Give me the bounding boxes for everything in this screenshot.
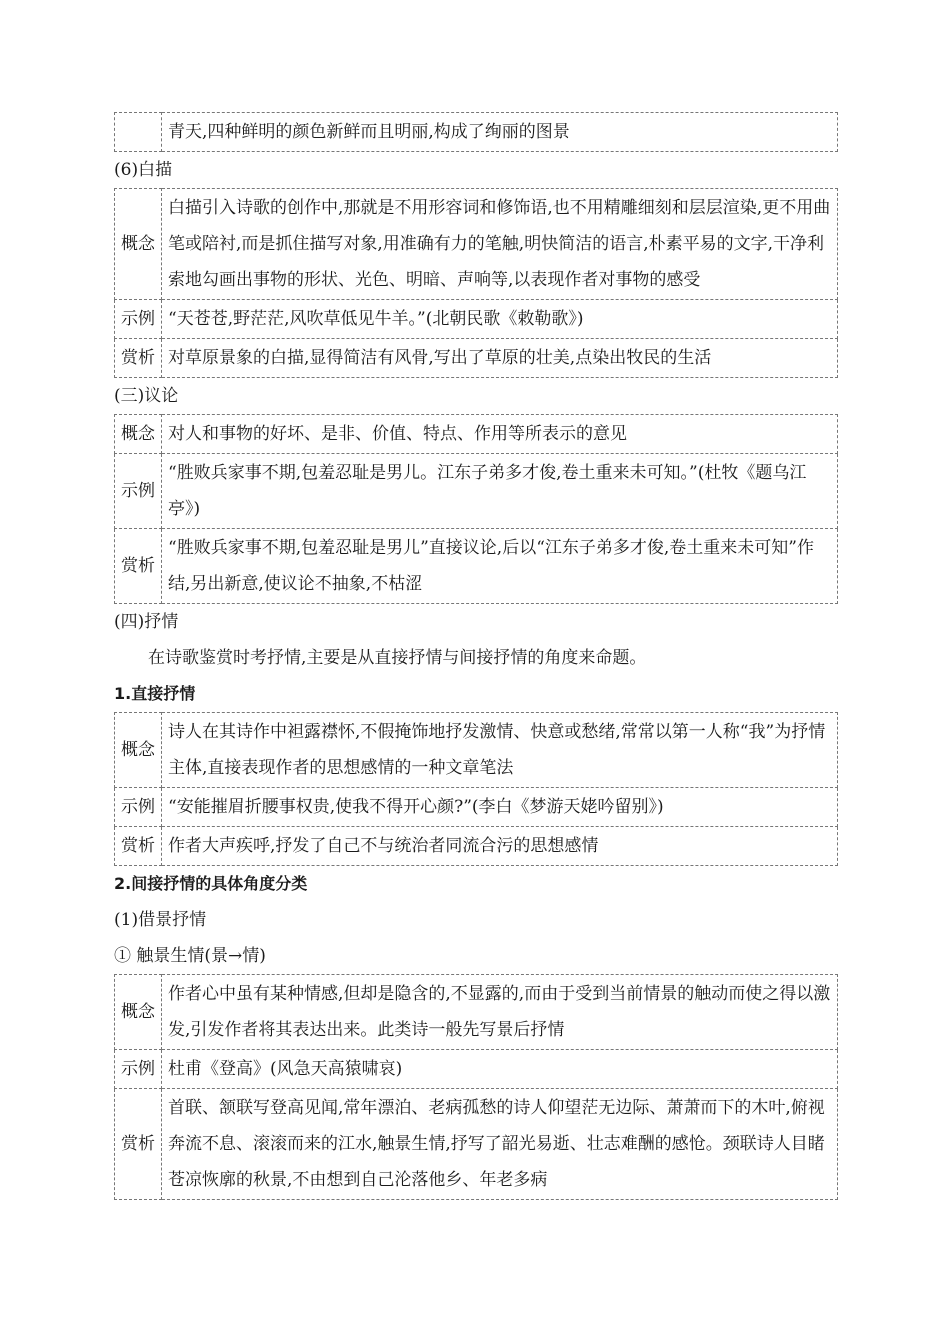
table-yilun [114,414,838,604]
table-row [115,415,838,454]
document-page [114,112,838,1200]
row-label-concept: 概念 [115,713,162,788]
table-row [115,529,838,604]
table-row [115,713,838,788]
row-label-concept: 概念 [115,975,162,1050]
table-direct [114,712,838,866]
row-label-example: 示例 [115,300,162,339]
table-row [115,339,838,378]
section-heading-yilun: (三)议论 [114,386,179,406]
row-label-example: 示例 [115,454,162,529]
analysis-text: 首联、颔联写登高见闻,常年漂泊、老病孤愁的诗人仰望茫无边际、萧萧而下的木叶,俯视奔流不息、滚滚而来的江水,触景生情,抒写了韶光易逝、壮志难酬的感怆。颈联诗人目睹苍凉恢廓的秋景,不由想到自己沦落他乡、年老多病 [162,1089,838,1200]
table-row [115,189,838,300]
subheading-jiejing: (1)借景抒情 [114,910,207,930]
table-row [115,827,838,866]
table-row [115,300,838,339]
table-row [115,1089,838,1200]
table-indirect [114,974,838,1200]
table-label-cell [115,113,162,152]
section-heading-baimiao: (6)白描 [114,160,173,180]
table-row [115,1050,838,1089]
section-heading-shuqing: (四)抒情 [114,612,179,632]
table-row [115,454,838,529]
row-label-concept: 概念 [115,189,162,300]
row-label-example: 示例 [115,1050,162,1089]
example-text: “胜败兵家事不期,包羞忍耻是男儿。江东子弟多才俊,卷土重来未可知。”(杜牧《题乌江亭》) [162,454,838,529]
row-label-analysis: 赏析 [115,1089,162,1200]
concept-text: 作者心中虽有某种情感,但却是隐含的,不显露的,而由于受到当前情景的触动而使之得以激发,引发作者将其表达出来。此类诗一般先写景后抒情 [162,975,838,1050]
row-label-concept: 概念 [115,415,162,454]
section-heading-indirect: 2.间接抒情的具体角度分类 [114,874,308,893]
table-row [115,788,838,827]
table-baimiao [114,188,838,378]
example-text: “安能摧眉折腰事权贵,使我不得开心颜?”(李白《梦游天姥吟留别》) [162,788,838,827]
row-label-analysis: 赏析 [115,529,162,604]
section-heading-direct: 1.直接抒情 [114,684,196,703]
table-row [115,113,838,152]
row-label-analysis: 赏析 [115,827,162,866]
subheading-chujing: ① 触景生情(景→情) [114,946,266,966]
analysis-text: 对草原景象的白描,显得简洁有风骨,写出了草原的壮美,点染出牧民的生活 [162,339,838,378]
row-label-analysis: 赏析 [115,339,162,378]
analysis-text: 作者大声疾呼,抒发了自己不与统治者同流合污的思想感情 [162,827,838,866]
concept-text: 诗人在其诗作中袒露襟怀,不假掩饰地抒发激情、快意或愁绪,常常以第一人称“我”为抒情主体,直接表现作者的思想感情的一种文章笔法 [162,713,838,788]
intro-paragraph: 在诗歌鉴赏时考抒情,主要是从直接抒情与间接抒情的角度来命题。 [148,648,647,668]
concept-text: 白描引入诗歌的创作中,那就是不用形容词和修饰语,也不用精雕细刻和层层渲染,更不用曲笔或陪衬,而是抓住描写对象,用准确有力的笔触,明快简洁的语言,朴素平易的文字,干净利索地勾画出事物的形状、光色、明暗、声响等,以表现作者对事物的感受 [162,189,838,300]
analysis-text: “胜败兵家事不期,包羞忍耻是男儿”直接议论,后以“江东子弟多才俊,卷土重来未可知”作结,另出新意,使议论不抽象,不枯涩 [162,529,838,604]
table-continuation [114,112,838,152]
table-cell: 青天,四种鲜明的颜色新鲜而且明丽,构成了绚丽的图景 [162,113,838,152]
example-text: 杜甫《登高》(风急天高猿啸哀) [162,1050,838,1089]
concept-text: 对人和事物的好坏、是非、价值、特点、作用等所表示的意见 [162,415,838,454]
row-label-example: 示例 [115,788,162,827]
table-row [115,975,838,1050]
example-text: “天苍苍,野茫茫,风吹草低见牛羊。”(北朝民歌《敕勒歌》) [162,300,838,339]
